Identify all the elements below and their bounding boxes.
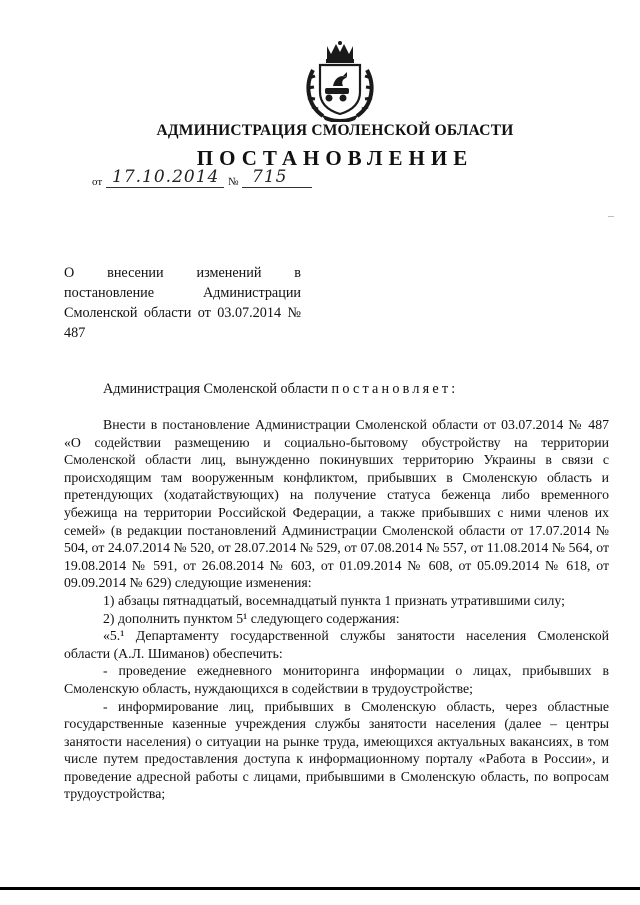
margin-mark [608, 216, 614, 217]
body-paragraph: «5.¹ Департаменту государственной службы занятости населения Смоленской области (А.Л. Шиманов) обеспечить: [64, 628, 609, 661]
body-paragraph: - проведение ежедневного мониторинга информации о лицах, прибывших в Смоленскую область, нуждающихся в содействии в трудоустройстве; [64, 663, 609, 696]
body-paragraph: 2) дополнить пунктом 5¹ следующего содержания: [103, 610, 400, 626]
body-paragraph: - информирование лиц, прибывших в Смоленскую область, через областные государственные казенные учреждения службы занятости населения (далее – центры занятости населения) о ситуации на рынке труда, имеющихся актуальных вакансиях, в том числе путем предоставления доступа к информационному порталу «Работа в России», и проведение адресной работы с лицами, прибывшими в Смоленскую область, по вопросам трудоустройства; [64, 698, 609, 802]
document-subject: О внесении изменений в постановление Администрации Смоленской области от 03.07.2014 № 487 [64, 265, 301, 341]
coat-of-arms-emblem [303, 40, 377, 122]
body-paragraph: Внести в постановление Администрации Смоленской области от 03.07.2014 № 487 «О содействии размещению и социально-бытовому обустройству на территории Смоленской области лиц, вынужденно покинувших территорию Украины в связи с происходящим там вооруженным конфликтом, прибывших в Смоленскую область и претендующих (ходатайствующих) на получение статуса беженца либо временного убежища на территории Российской Федерации, а также прибывших с ними членов их семей» (в редакции постановлений Администрации Смоленской области от 17.07.2014 № 504, от 24.07.2014 № 520, от 28.07.2014 № 529, от 07.08.2014 № 557, от 11.08.2014 № 564, от 19.08.2014 № 591, от 26.08.2014 № 603, от 01.09.2014 № 608, от 05.09.2014 № 618, от 09.09.2014 № 629) следующие изменения: [64, 417, 609, 591]
resolution-opening [103, 381, 458, 398]
date-from-label: от [92, 176, 103, 188]
handwritten-date: 17.10.2014 [112, 167, 220, 187]
bottom-edge-rule [0, 887, 640, 890]
number-label: № [228, 176, 239, 188]
body-paragraph: 1) абзацы пятнадцатый, восемнадцатый пункта 1 признать утратившими силу; [103, 592, 565, 608]
opening-verb: постановляет: [331, 381, 459, 397]
date-underline [106, 187, 224, 188]
agency-name: АДМИНИСТРАЦИЯ СМОЛЕНСКОЙ ОБЛАСТИ [156, 122, 514, 139]
opening-prefix: Администрация Смоленской области [103, 381, 332, 397]
date-number-line [92, 168, 332, 190]
number-underline [242, 187, 312, 188]
document-type-title: ПОСТАНОВЛЕНИЕ [196, 146, 474, 170]
handwritten-number: 715 [252, 167, 288, 187]
document-body [64, 416, 609, 803]
